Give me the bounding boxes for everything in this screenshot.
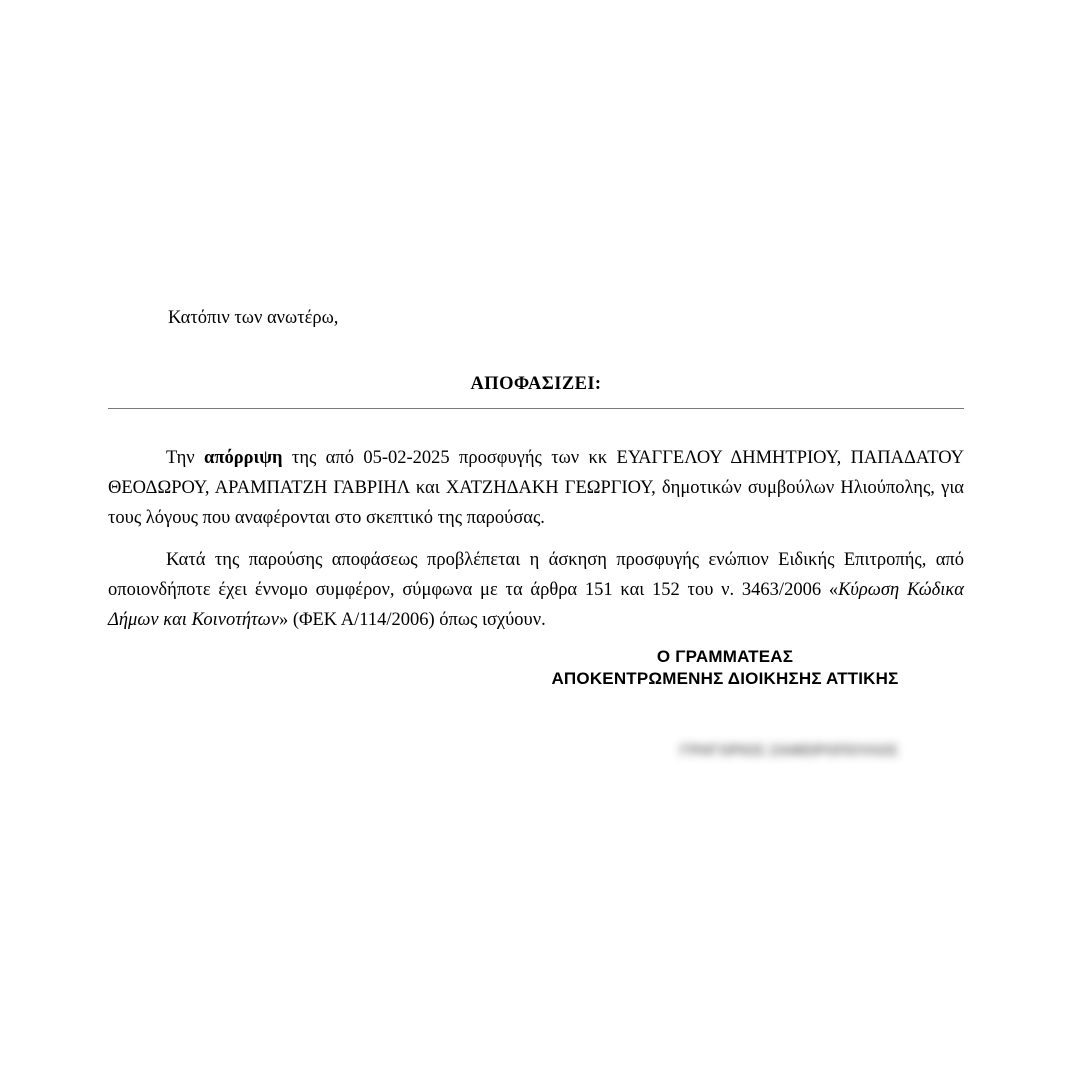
paragraph-decision bbox=[108, 443, 964, 533]
paragraph-appeal-part2: » (ΦΕΚ Α/114/2006) όπως ισχύουν. bbox=[278, 610, 546, 630]
signature-title-line-1: Ο ΓΡΑΜΜΑΤΕΑΣ bbox=[656, 647, 794, 666]
decision-heading: ΑΠΟΦΑΣΙΖΕΙ: bbox=[470, 374, 602, 394]
paragraph-appeal-italic: Κύρωση Κώδικα Δήμων και Κοινοτήτων bbox=[108, 580, 964, 630]
redacted-signature-name: ΓΡΗΓΟΡΙΟΣ ΖΑΦΕΙΡΟΠΟΥΛΟΣ bbox=[679, 742, 899, 759]
paragraph-appeal bbox=[108, 545, 964, 635]
intro-line: Κατόπιν των ανωτέρω, bbox=[168, 308, 339, 328]
paragraph-decision-rest: της από 05-02-2025 προσφυγής των κκ ΕΥΑΓΓΕΛΟΥ ΔΗΜΗΤΡΙΟΥ, ΠΑΠΑΔΑΤΟΥ ΘΕΟΔΩΡΟΥ, ΑΡΑΜΠΑΤΖΗ ΓΑΒΡΙΗΛ και ΧΑΤΖΗΔΑΚΗ ΓΕΩΡΓΙΟΥ, δημοτικών συμβούλων Ηλιούπολης, για τους λόγους που αναφέρονται στο σκεπτικό της παρούσας. bbox=[108, 448, 965, 528]
horizontal-rule bbox=[108, 408, 964, 409]
signature-title-line-2: ΑΠΟΚΕΝΤΡΩΜΕΝΗΣ ΔΙΟΙΚΗΣΗΣ ΑΤΤΙΚΗΣ bbox=[551, 669, 899, 688]
paragraph-appeal-part1: Κατά της παρούσης αποφάσεως προβλέπεται η άσκηση προσφυγής ενώπιον Ειδικής Επιτροπής, από οποιονδήποτε έχει έννομο συμφέρον, σύμφωνα με τα άρθρα 151 και 152 του ν. 3463/2006 « bbox=[108, 550, 964, 600]
signature-title bbox=[486, 646, 964, 690]
paragraph-decision-bold: απόρριψη bbox=[204, 448, 283, 468]
paragraph-decision-lead: Την bbox=[166, 448, 205, 468]
